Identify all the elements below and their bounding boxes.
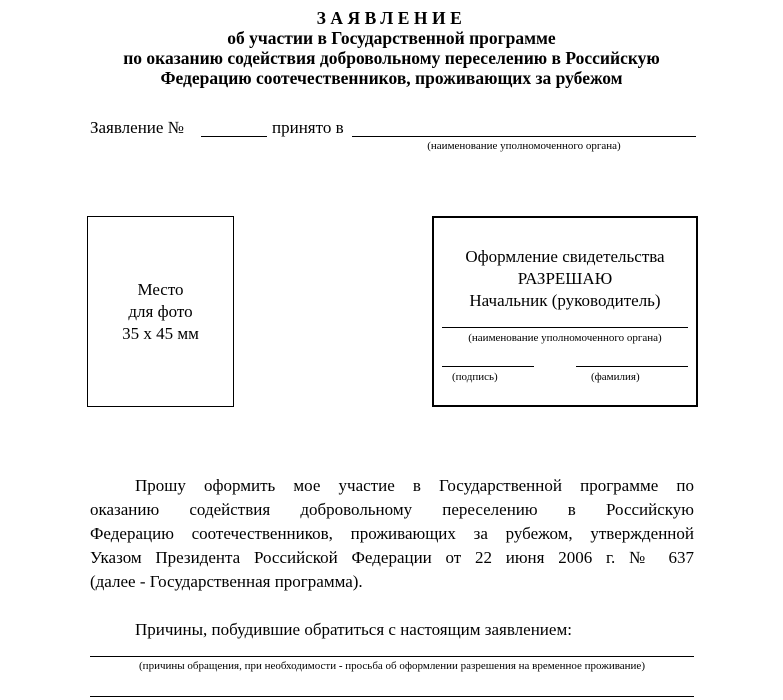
reasons-field[interactable] (90, 656, 694, 657)
request-line-4: Указом Президента Российской Федерации от 22 июня 2006 г. № 637 (90, 548, 694, 567)
request-line-3: Федерацию соотечественников, проживающих за рубежом, утвержденной (90, 524, 694, 543)
surname-field[interactable] (576, 366, 688, 367)
photo-placeholder (87, 216, 234, 407)
photo-label-for: для фото (128, 302, 193, 321)
document-title (0, 8, 783, 88)
request-paragraph (90, 474, 694, 594)
caption-approval-authority: (наименование уполномоченного органа) (468, 332, 662, 344)
reasons-field-2[interactable] (90, 696, 694, 697)
caption-reasons-dash: - (338, 660, 343, 672)
reasons-label: Причины, побудившие обратиться с настоящим заявлением: (135, 620, 572, 639)
title-line-3: Федерацию соотечественников, проживающих за рубежом (160, 68, 623, 88)
caption-surname: (фамилия) (591, 371, 640, 383)
caption-reasons (90, 660, 694, 672)
label-application-number: Заявление № (90, 118, 184, 137)
caption-reasons-pre: (причины обращения, при необходимости (139, 660, 339, 672)
caption-reasons-post: просьба об оформлении разрешения на временное проживание) (342, 660, 645, 672)
approval-line-2: РАЗРЕШАЮ (517, 269, 613, 288)
label-accepted-in: принято в (272, 118, 344, 137)
approval-authority-field[interactable] (442, 327, 688, 328)
accepting-authority-field[interactable] (352, 136, 696, 137)
approval-line-3: Начальник (руководитель) (469, 291, 661, 310)
request-line-2: оказанию содействия добровольному переселению в Российскую (90, 500, 694, 519)
photo-label-place: Место (137, 280, 184, 299)
approval-line-1: Оформление свидетельства (465, 247, 665, 266)
photo-label-size: 35 х 45 мм (122, 324, 199, 343)
signature-field[interactable] (442, 366, 534, 367)
application-number-field[interactable] (201, 136, 267, 137)
request-line-1: Прошу оформить мое участие в Государственной программе по (135, 476, 694, 495)
caption-signature: (подпись) (452, 371, 498, 383)
title-heading: ЗАЯВЛЕНИЕ (316, 8, 467, 28)
title-line-2: по оказанию содействия добровольному переселению в Российскую (123, 48, 660, 68)
title-line-1: об участии в Государственной программе (227, 28, 556, 48)
request-line-5: (далее - Государственная программа). (90, 572, 363, 591)
caption-authority: (наименование уполномоченного органа) (427, 140, 621, 152)
approval-block (432, 216, 698, 407)
